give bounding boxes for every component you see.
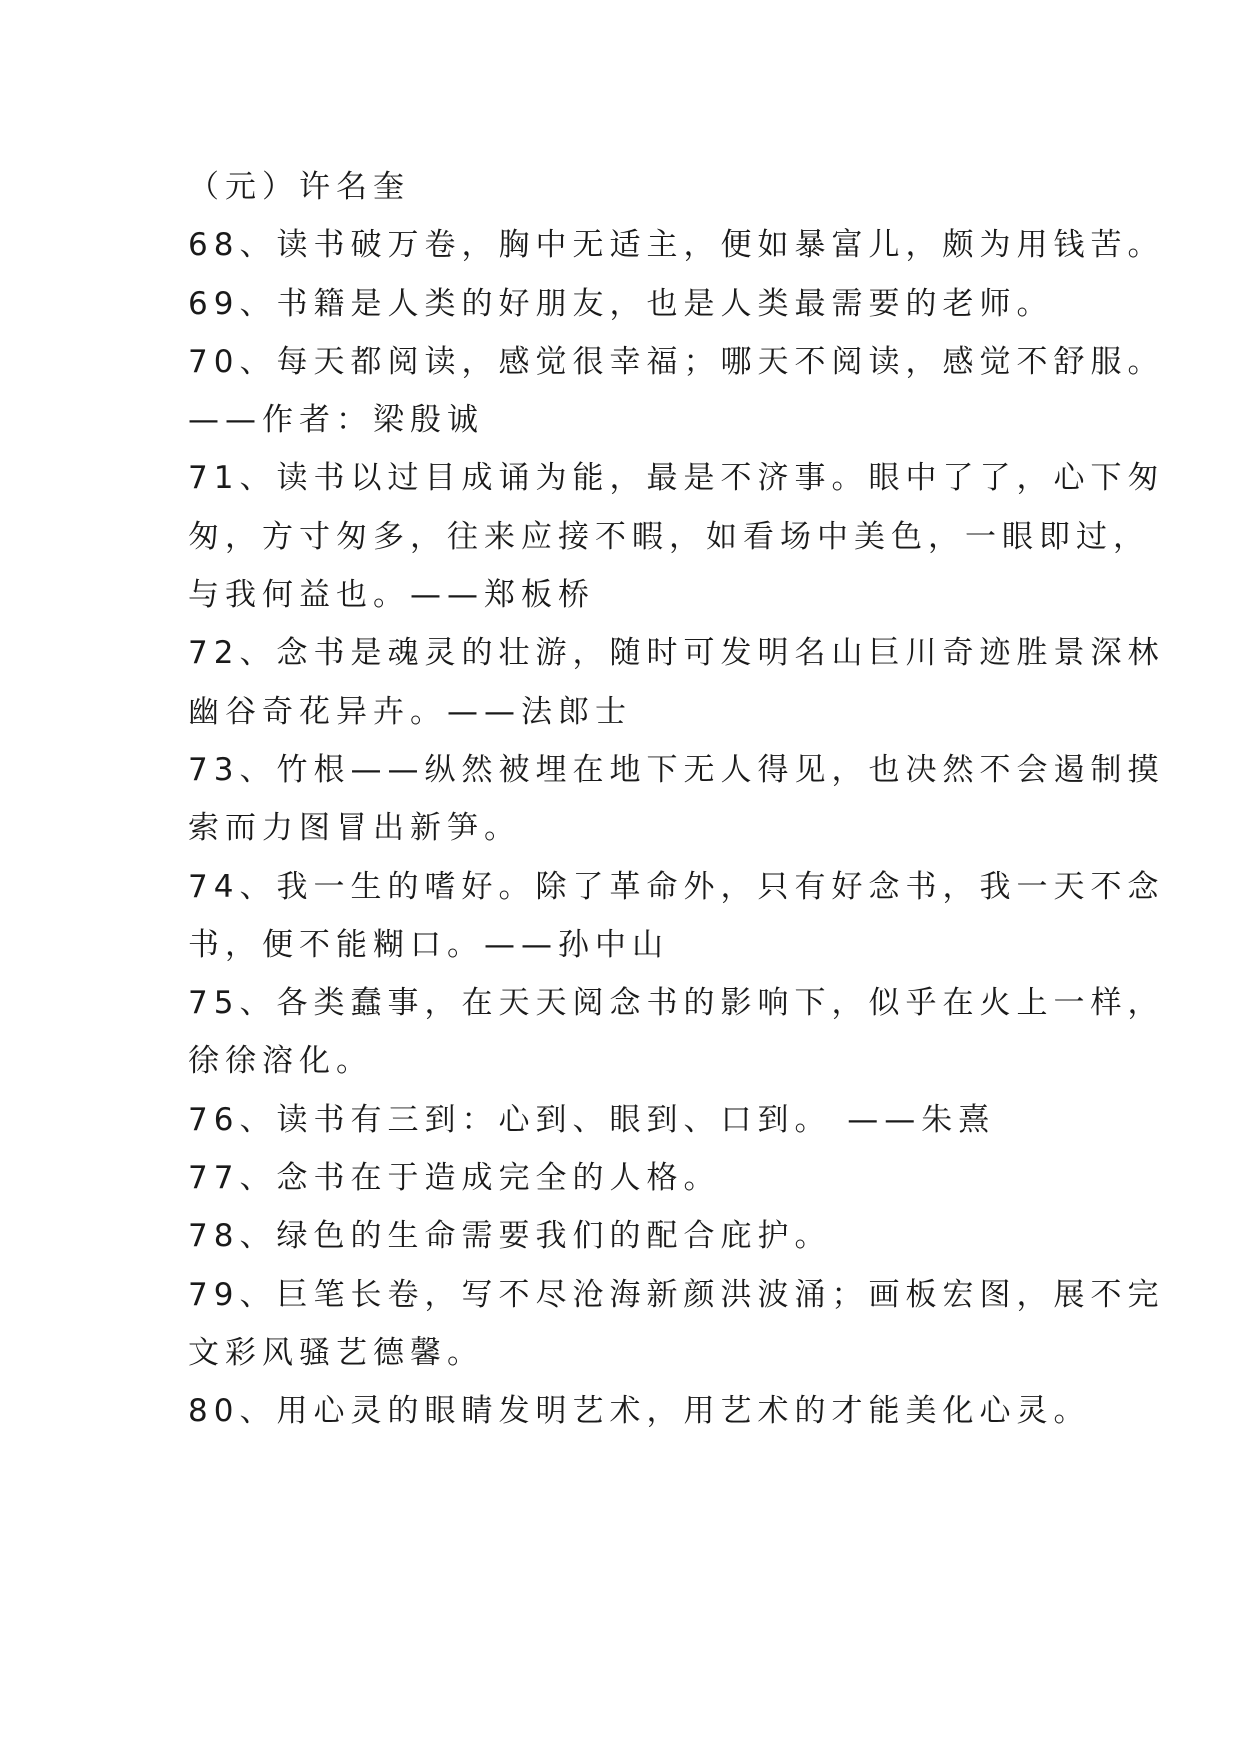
- text-line-quote-71-part3: 与我何益也。——郑板桥: [188, 577, 595, 614]
- text-line-quote-74-part2: 书，便不能糊口。——孙中山: [188, 926, 669, 963]
- text-line-quote-73-part1: 73、竹根——纵然被埋在地下无人得见，也决然不会遏制摸: [188, 751, 1165, 788]
- text-line-quote-76: 76、读书有三到：心到、眼到、口到。 ——朱熹: [188, 1101, 996, 1138]
- text-line-quote-69: 69、书籍是人类的好朋友，也是人类最需要的老师。: [188, 285, 1054, 322]
- text-line-quote-80: 80、用心灵的眼睛发明艺术，用艺术的才能美化心灵。: [188, 1393, 1091, 1430]
- text-line-quote-70: 70、每天都阅读，感觉很幸福；哪天不阅读，感觉不舒服。: [188, 343, 1165, 380]
- text-line-quote-74-part1: 74、我一生的嗜好。除了革命外，只有好念书，我一天不念: [188, 868, 1165, 905]
- text-line-quote-72-part1: 72、念书是魂灵的壮游，随时可发明名山巨川奇迹胜景深林: [188, 635, 1165, 672]
- text-line-quote-72-part2: 幽谷奇花异卉。——法郎士: [188, 693, 632, 730]
- text-line-quote-71-part2: 匆，方寸匆多，往来应接不暇，如看场中美色，一眼即过，: [188, 518, 1150, 555]
- text-line-quote-79-part1: 79、巨笔长卷，写不尽沧海新颜洪波涌；画板宏图，展不完: [188, 1276, 1165, 1313]
- text-line-quote-79-part2: 文彩风骚艺德馨。: [188, 1334, 484, 1371]
- text-line-quote-77: 77、念书在于造成完全的人格。: [188, 1160, 721, 1197]
- text-line-quote-75-part1: 75、各类蠢事，在天天阅念书的影响下，似乎在火上一样，: [188, 985, 1165, 1022]
- quote-text-body: [188, 158, 1165, 1441]
- text-line-quote-75-part2: 徐徐溶化。: [188, 1043, 373, 1080]
- text-line-quote-73-part2: 索而力图冒出新笋。: [188, 810, 521, 847]
- text-line-quote-68: 68、读书破万卷，胸中无适主，便如暴富儿，颇为用钱苦。: [188, 227, 1165, 264]
- text-line-quote-78: 78、绿色的生命需要我们的配合庇护。: [188, 1218, 832, 1255]
- text-line-quote-70-author: ——作者：梁殷诚: [188, 402, 484, 439]
- text-line-attribution-xu-mingkui: （元）许名奎: [188, 169, 410, 205]
- text-line-quote-71-part1: 71、读书以过目成诵为能，最是不济事。眼中了了，心下匆: [188, 460, 1165, 497]
